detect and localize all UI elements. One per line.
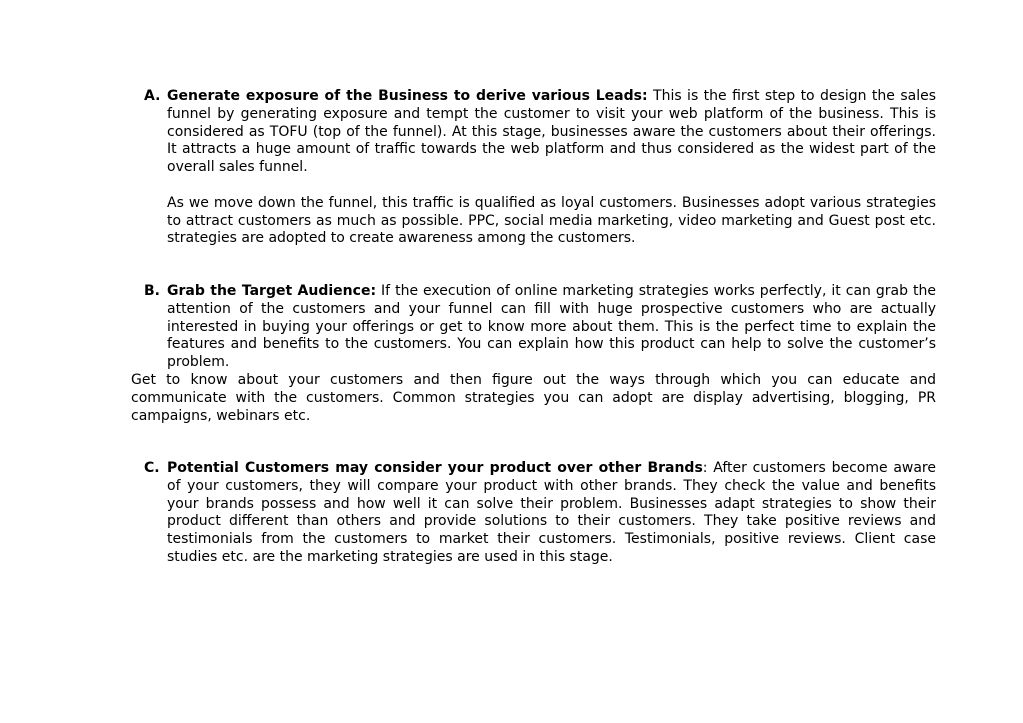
section-b-paragraph — [167, 283, 936, 372]
section-b-heading: Grab the Target Audience: — [167, 283, 377, 299]
section-b-text: If the execution of online marketing strategies works perfectly, it can grab the attention of the customers and your funnel can fill with huge prospective customers who are actually interested in buying your offerings or get to know more about them. This is the perfect time to explain the features and benefits to the customers. You can explain how this product can help to solve the customer’s problem. — [167, 283, 936, 371]
section-a-text: This is the first step to design the sales funnel by generating exposure and tempt the customer to visit your web platform of the business. This is considered as TOFU (top of the funnel). At this stage, businesses aware the customers about their offerings. It attracts a huge amount of traffic towards the web platform and thus considered as the widest part of the overall sales funnel. — [167, 88, 936, 176]
list-marker-a: A. — [144, 88, 161, 104]
list-item-b — [144, 283, 936, 372]
list-item-c — [144, 460, 936, 567]
list-marker-c: C. — [144, 460, 160, 476]
section-c-paragraph — [167, 460, 936, 567]
list-marker-b: B. — [144, 283, 160, 299]
section-a-extra-paragraph: As we move down the funnel, this traffic is qualified as loyal customers. Businesses adopt various strategies to attract customers as much as possible. PPC, social media marketing, video marketing and Guest post etc. strategies are adopted to create awareness among the customers. — [167, 194, 936, 247]
list-item-c-body — [167, 460, 936, 567]
section-c-heading: Potential Customers may consider your product over other Brands — [167, 460, 703, 476]
section-c-text: : After customers become aware of your customers, they will compare your product with other brands. They check the value and benefits your brands possess and how well it can solve their problem. Businesses adapt strategies to show their product different than others and provide solutions to their customers. They take positive reviews and testimonials from the customers to market their customers. Testimonials, positive reviews. Client case studies etc. are the marketing strategies are used in this stage. — [167, 460, 936, 565]
section-b-following-paragraph: Get to know about your customers and then figure out the ways through which you can educate and communicate with the customers. Common strategies you can adopt are display advertising, blogging, PR campaigns, webinars etc. — [131, 372, 936, 424]
section-a-paragraph — [167, 88, 936, 177]
section-a-heading: Generate exposure of the Business to derive various Leads: — [167, 88, 648, 104]
list-item-a-body — [167, 88, 936, 248]
list-item-a — [144, 88, 936, 248]
list-item-b-body — [167, 283, 936, 372]
